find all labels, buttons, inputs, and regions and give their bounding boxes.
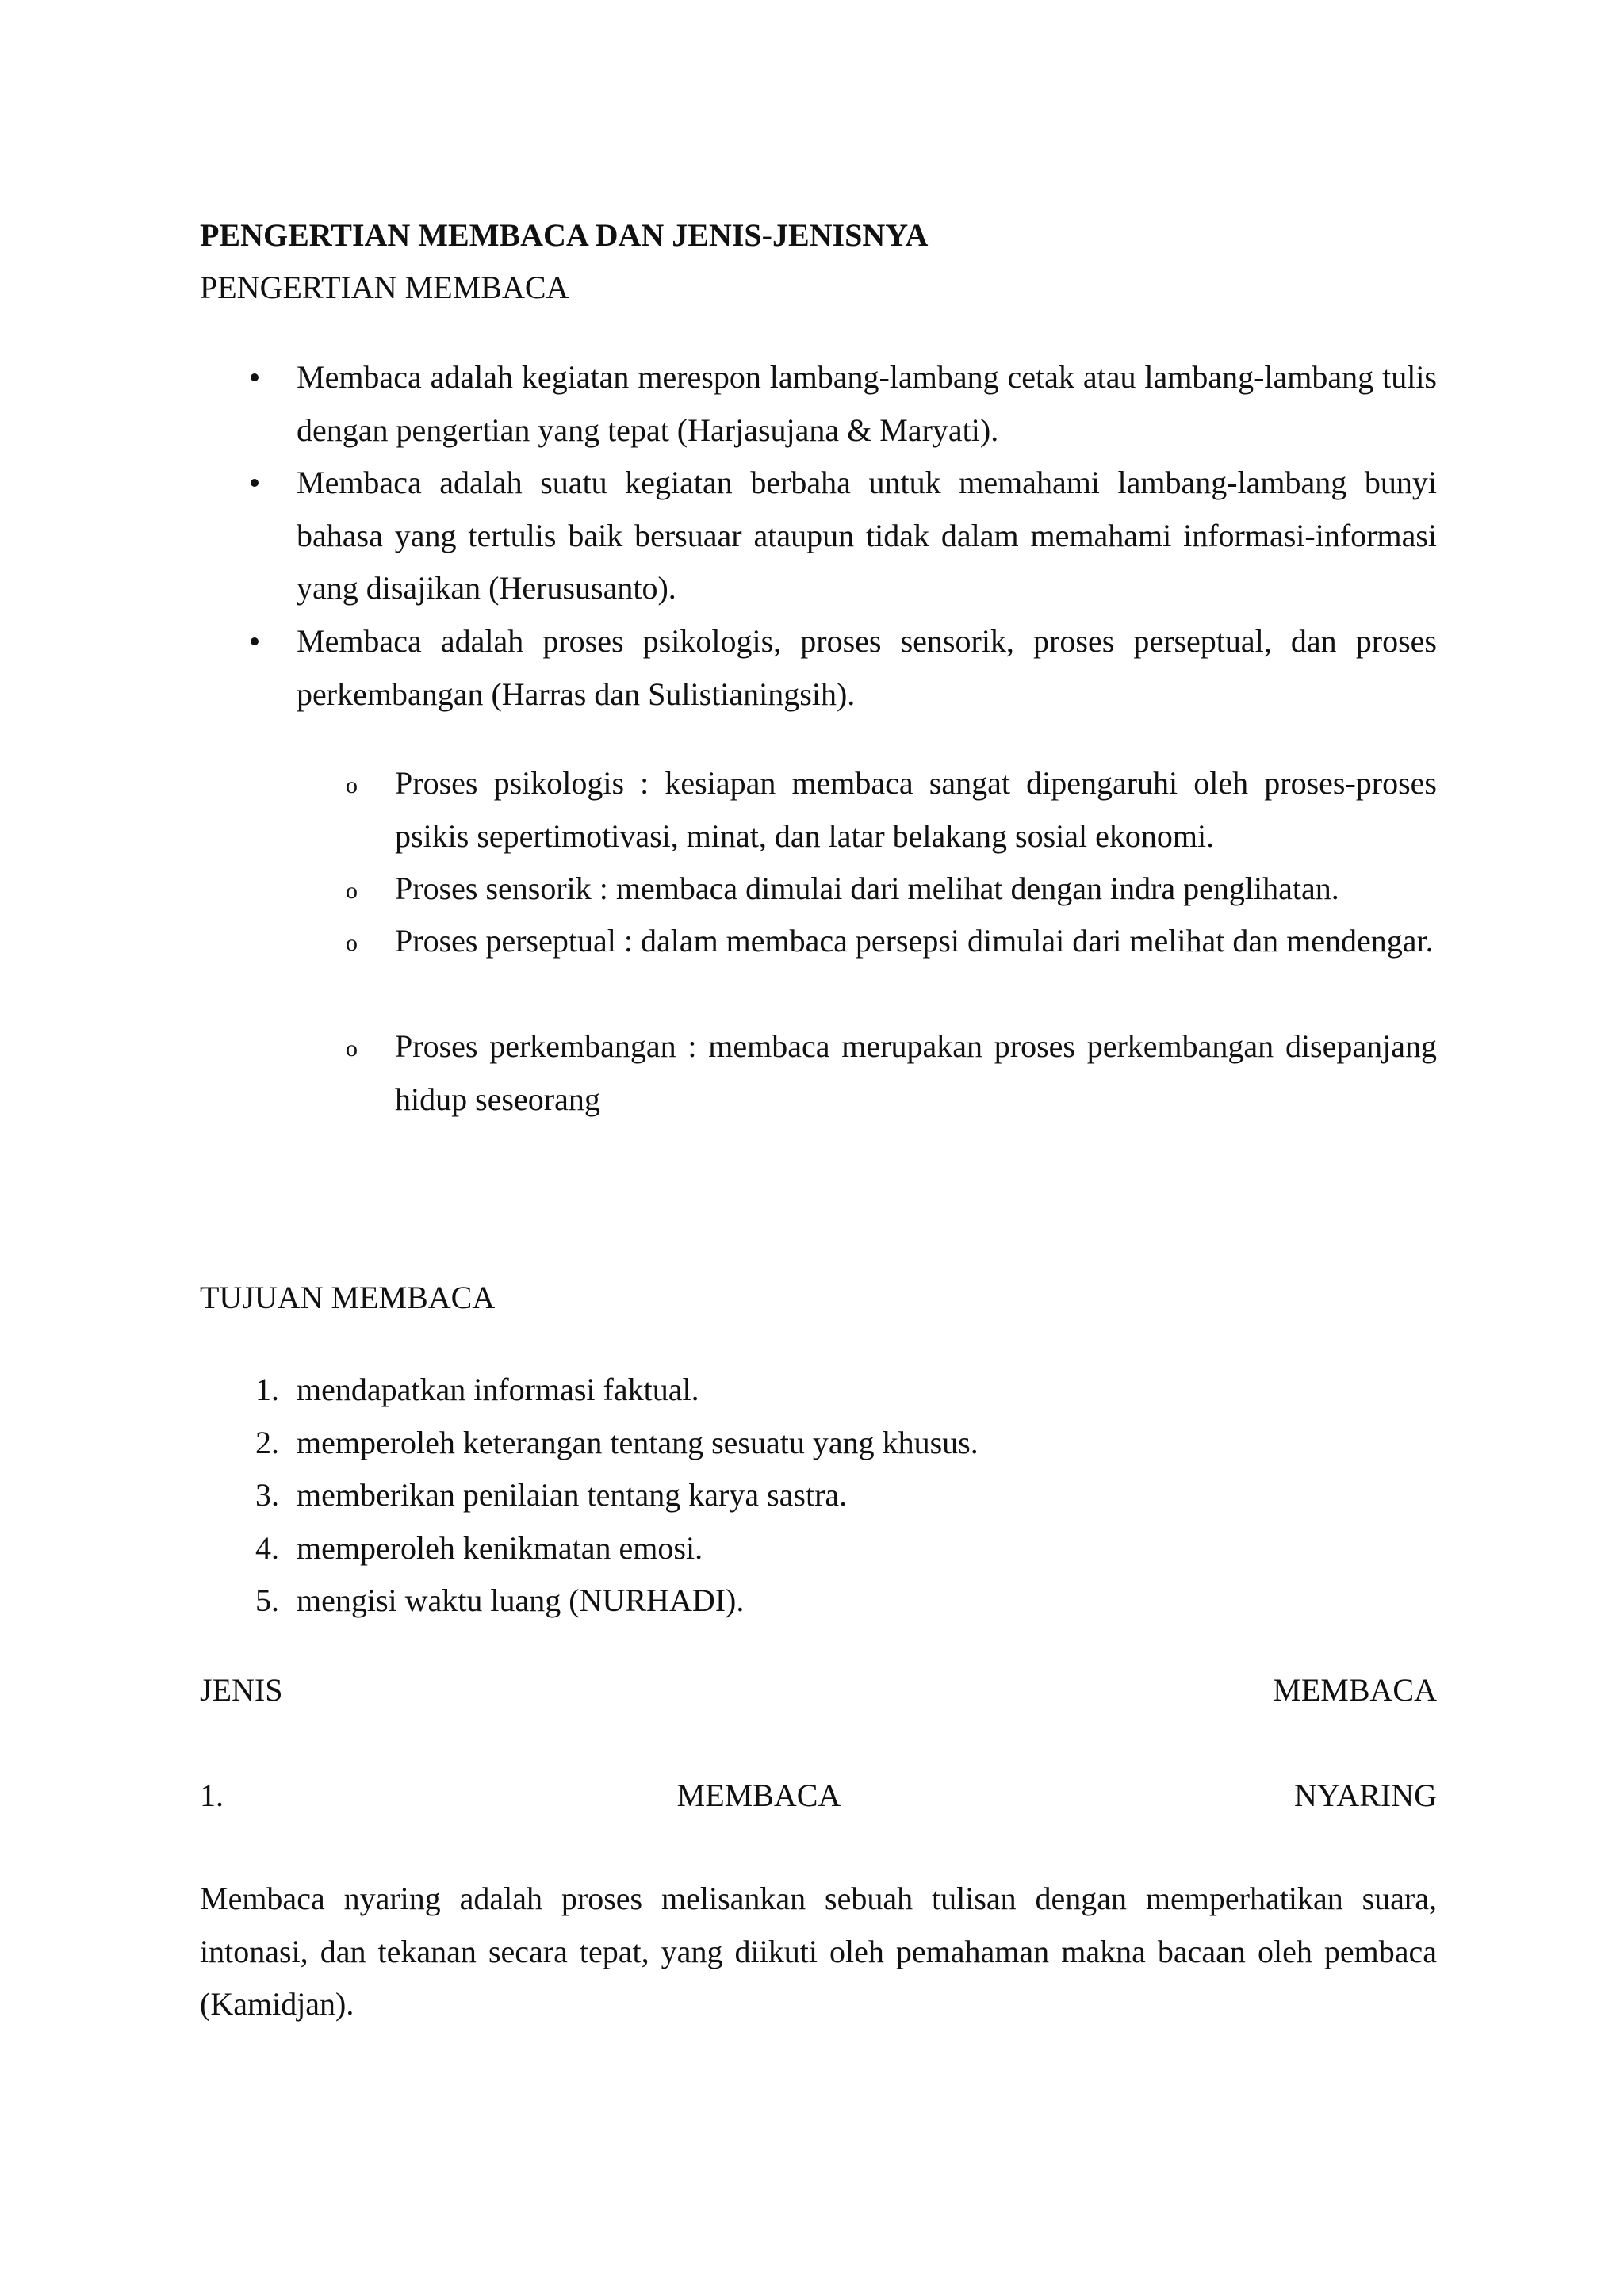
list-item: mendapatkan informasi faktual. [297, 1372, 699, 1407]
list-item: memperoleh keterangan tentang sesuatu yang khusus. [297, 1425, 979, 1460]
document-page [200, 0, 1437, 2296]
sub-bullet-circle-icon: o [346, 930, 358, 956]
list-number: 2. [255, 1425, 279, 1460]
subsection-number: 1. [200, 1777, 224, 1813]
bullet-item: Membaca adalah kegiatan merespon lambang-lambang cetak atau lambang-lambang tulis dengan pengertian yang tepat (Harjasujana & Maryati). [297, 359, 1437, 448]
list-item: memberikan penilaian tentang karya sastra. [297, 1477, 848, 1513]
heading-right: MEMBACA [1273, 1672, 1437, 1708]
paragraph-nyaring: Membaca nyaring adalah proses melisankan sebuah tulisan dengan memperhatikan suara, intonasi, dan tekanan secara tepat, yang diikuti oleh pemahaman makna bacaan oleh pembaca (Kamidjan). [200, 1881, 1437, 2022]
section-heading-pengertian: PENGERTIAN MEMBACA [200, 270, 569, 305]
list-number: 3. [255, 1477, 279, 1513]
list-item: mengisi waktu luang (NURHADI). [297, 1582, 745, 1618]
bullet-item: Membaca adalah suatu kegiatan berbaha untuk memahami lambang-lambang bunyi bahasa yang tertulis baik bersuaar ataupun tidak dalam memahami informasi-informasi yang disajikan (Herususanto). [297, 465, 1437, 606]
bullet-item: Membaca adalah proses psikologis, proses sensorik, proses perseptual, dan proses perkembangan (Harras dan Sulistianingsih). [297, 623, 1437, 712]
subsection-mid: MEMBACA [676, 1777, 841, 1813]
sub-bullet-circle-icon: o [346, 878, 358, 904]
list-number: 4. [255, 1530, 279, 1566]
list-number: 1. [255, 1372, 279, 1407]
sub-bullet-circle-icon: o [346, 1035, 358, 1062]
subsection-heading-nyaring [200, 1777, 1437, 1813]
sub-bullet-item: Proses perkembangan : membaca merupakan proses perkembangan disepanjang hidup seseorang [395, 1028, 1437, 1117]
section-heading-tujuan: TUJUAN MEMBACA [200, 1280, 496, 1315]
bullet-dot-icon [251, 637, 259, 645]
sub-bullet-item: Proses psikologis : kesiapan membaca sangat dipengaruhi oleh proses-proses psikis sepertimotivasi, minat, dan latar belakang sosial ekonomi. [395, 765, 1437, 854]
sub-bullet-item: Proses sensorik : membaca dimulai dari melihat dengan indra penglihatan. [395, 871, 1339, 906]
section-heading-jenis [200, 1674, 1437, 1706]
bullet-dot-icon [251, 479, 259, 487]
heading-left: JENIS [200, 1672, 283, 1708]
document-title: PENGERTIAN MEMBACA DAN JENIS-JENISNYA [200, 217, 929, 253]
list-number: 5. [255, 1582, 279, 1618]
bullet-dot-icon [251, 373, 259, 381]
sub-bullet-item: Proses perseptual : dalam membaca persepsi dimulai dari melihat dan mendengar. [395, 923, 1434, 959]
sub-bullet-circle-icon: o [346, 772, 358, 798]
subsection-right: NYARING [1293, 1777, 1437, 1813]
list-item: memperoleh kenikmatan emosi. [297, 1530, 703, 1566]
